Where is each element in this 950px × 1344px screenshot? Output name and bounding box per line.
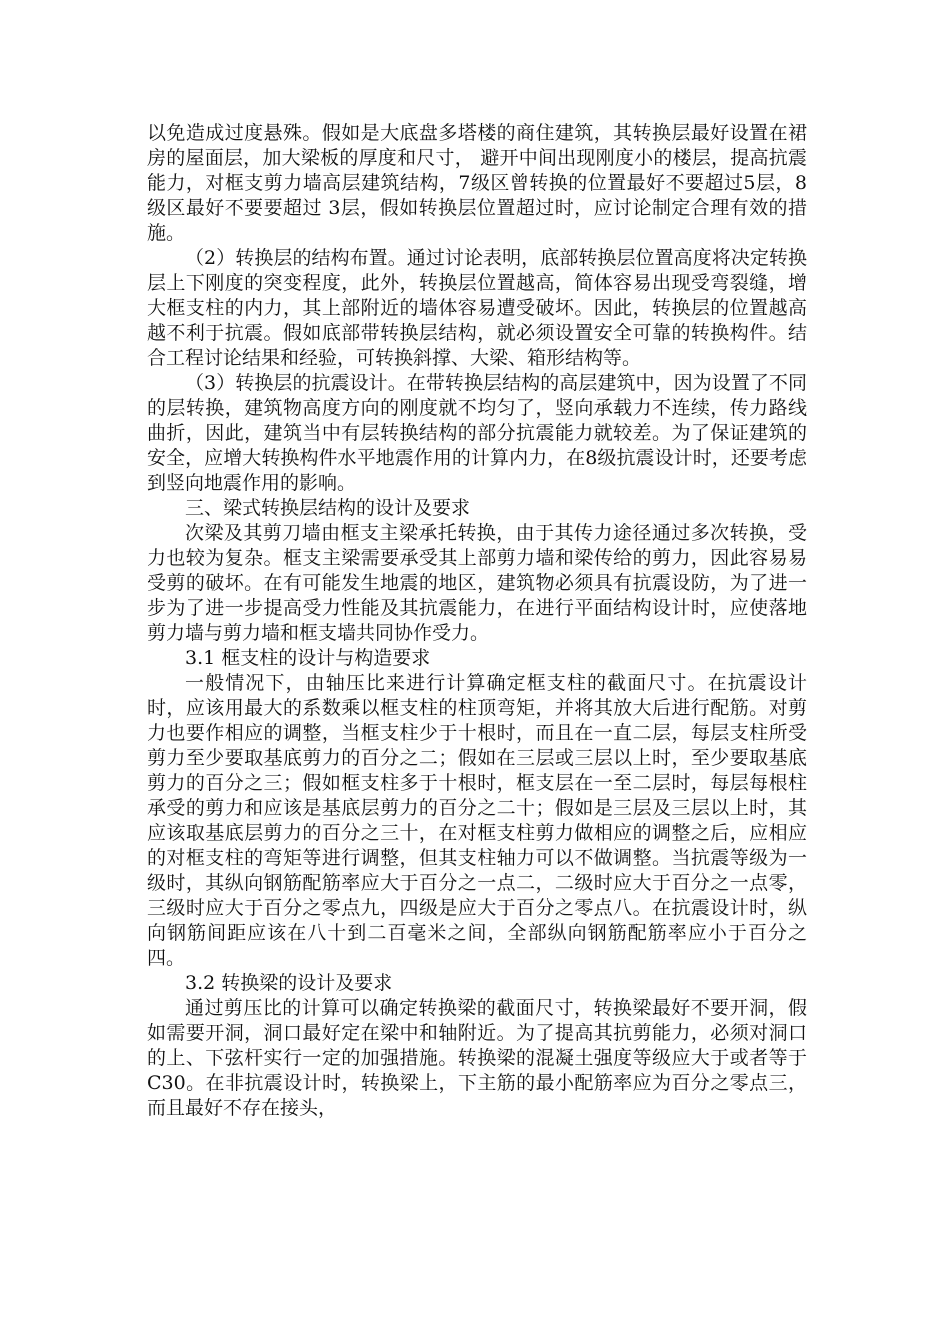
subsection-heading-3-2: 3.2 转换梁的设计及要求	[185, 972, 393, 994]
paragraph-frame-column: 一般情况下，由轴压比来进行计算确定框支柱的截面尺寸。在抗震设计时，应该用最大的系数乘以框支柱的柱顶弯矩，并将其放大后进行配筋。对剪力也要作相应的调整，当框支柱少于十根时，而且在一直二层，每层支柱所受剪力至少要取基底剪力的百分之二；假如在三层或三层以上时，至少要取基底剪力的百分之三；假如框支柱多于十根时，框支层在一至二层时，每层每根柱承受的剪力和应该是基底层剪力的百分之二十；假如是三层及三层以上时，其应该取基底层剪力的百分之三十，在对框支柱剪力做相应的调整之后，应相应的对框支柱的弯矩等进行调整，但其支柱轴力可以不做调整。当抗震等级为一级时，其纵向钢筋配筋率应大于百分之一点二，二级时应大于百分之一点零，三级时应大于百分之零点九，四级是应大于百分之零点八。在抗震设计时，纵向钢筋间距应该在八十到二百毫米之间，全部纵向钢筋配筋率应小于百分之四。	[147, 672, 807, 969]
document-page	[147, 121, 807, 1121]
paragraph-transfer-layer-layout: （2）转换层的结构布置。通过讨论表明，底部转换层位置高度将决定转换层上下刚度的突变程度，此外，转换层位置越高，简体容易出现受弯裂缝，增大框支柱的内力，其上部附近的墙体容易遭受破坏。因此，转换层的位置越高越不利于抗震。假如底部带转换层结构，就必须设置安全可靠的转换构件。结合工程讨论结果和经验，可转换斜撑、大梁、箱形结构等。	[147, 247, 807, 369]
subsection-heading-3-1: 3.1 框支柱的设计与构造要求	[185, 647, 431, 669]
paragraph-beam-transfer: 次梁及其剪刀墙由框支主梁承托转换，由于其传力途径通过多次转换，受力也较为复杂。框支主梁需要承受其上部剪力墙和梁传给的剪力，因此容易易受剪的破坏。在有可能发生地震的地区，建筑物必须具有抗震设防，为了进一步为了进一步提高受力性能及其抗震能力，在进行平面结构设计时，应使落地剪力墙与剪力墙和框支墙共同协作受力。	[147, 522, 807, 644]
paragraph-continued: 以免造成过度悬殊。假如是大底盘多塔楼的商住建筑，其转换层最好设置在裙房的屋面层，加大梁板的厚度和尺寸， 避开中间出现刚度小的楼层，提高抗震能力，对框支剪力墙高层建筑结构，7级区曾转换的位置最好不要超过5层，8级区最好不要要超过 3层，假如转换层位置超过时，应讨论制定合理有效的措施。	[147, 122, 807, 244]
paragraph-transfer-layer-seismic: （3）转换层的抗震设计。在带转换层结构的高层建筑中，因为设置了不同的层转换，建筑物高度方向的刚度就不均匀了，竖向承载力不连续，传力路线曲折，因此，建筑当中有层转换结构的部分抗震能力就较差。为了保证建筑的安全，应增大转换构件水平地震作用的计算内力，在8级抗震设计时，还要考虑到竖向地震作用的影响。	[147, 372, 807, 494]
paragraph-transfer-beam: 通过剪压比的计算可以确定转换梁的截面尺寸，转换梁最好不要开洞，假如需要开洞，洞口最好定在梁中和轴附近。为了提高其抗剪能力，必须对洞口的上、下弦杆实行一定的加强措施。转换梁的混凝土强度等级应大于或者等于C30。在非抗震设计时，转换梁上，下主筋的最小配筋率应为百分之零点三，而且最好不存在接头，	[147, 997, 807, 1119]
section-heading-3: 三、梁式转换层结构的设计及要求	[185, 497, 471, 519]
